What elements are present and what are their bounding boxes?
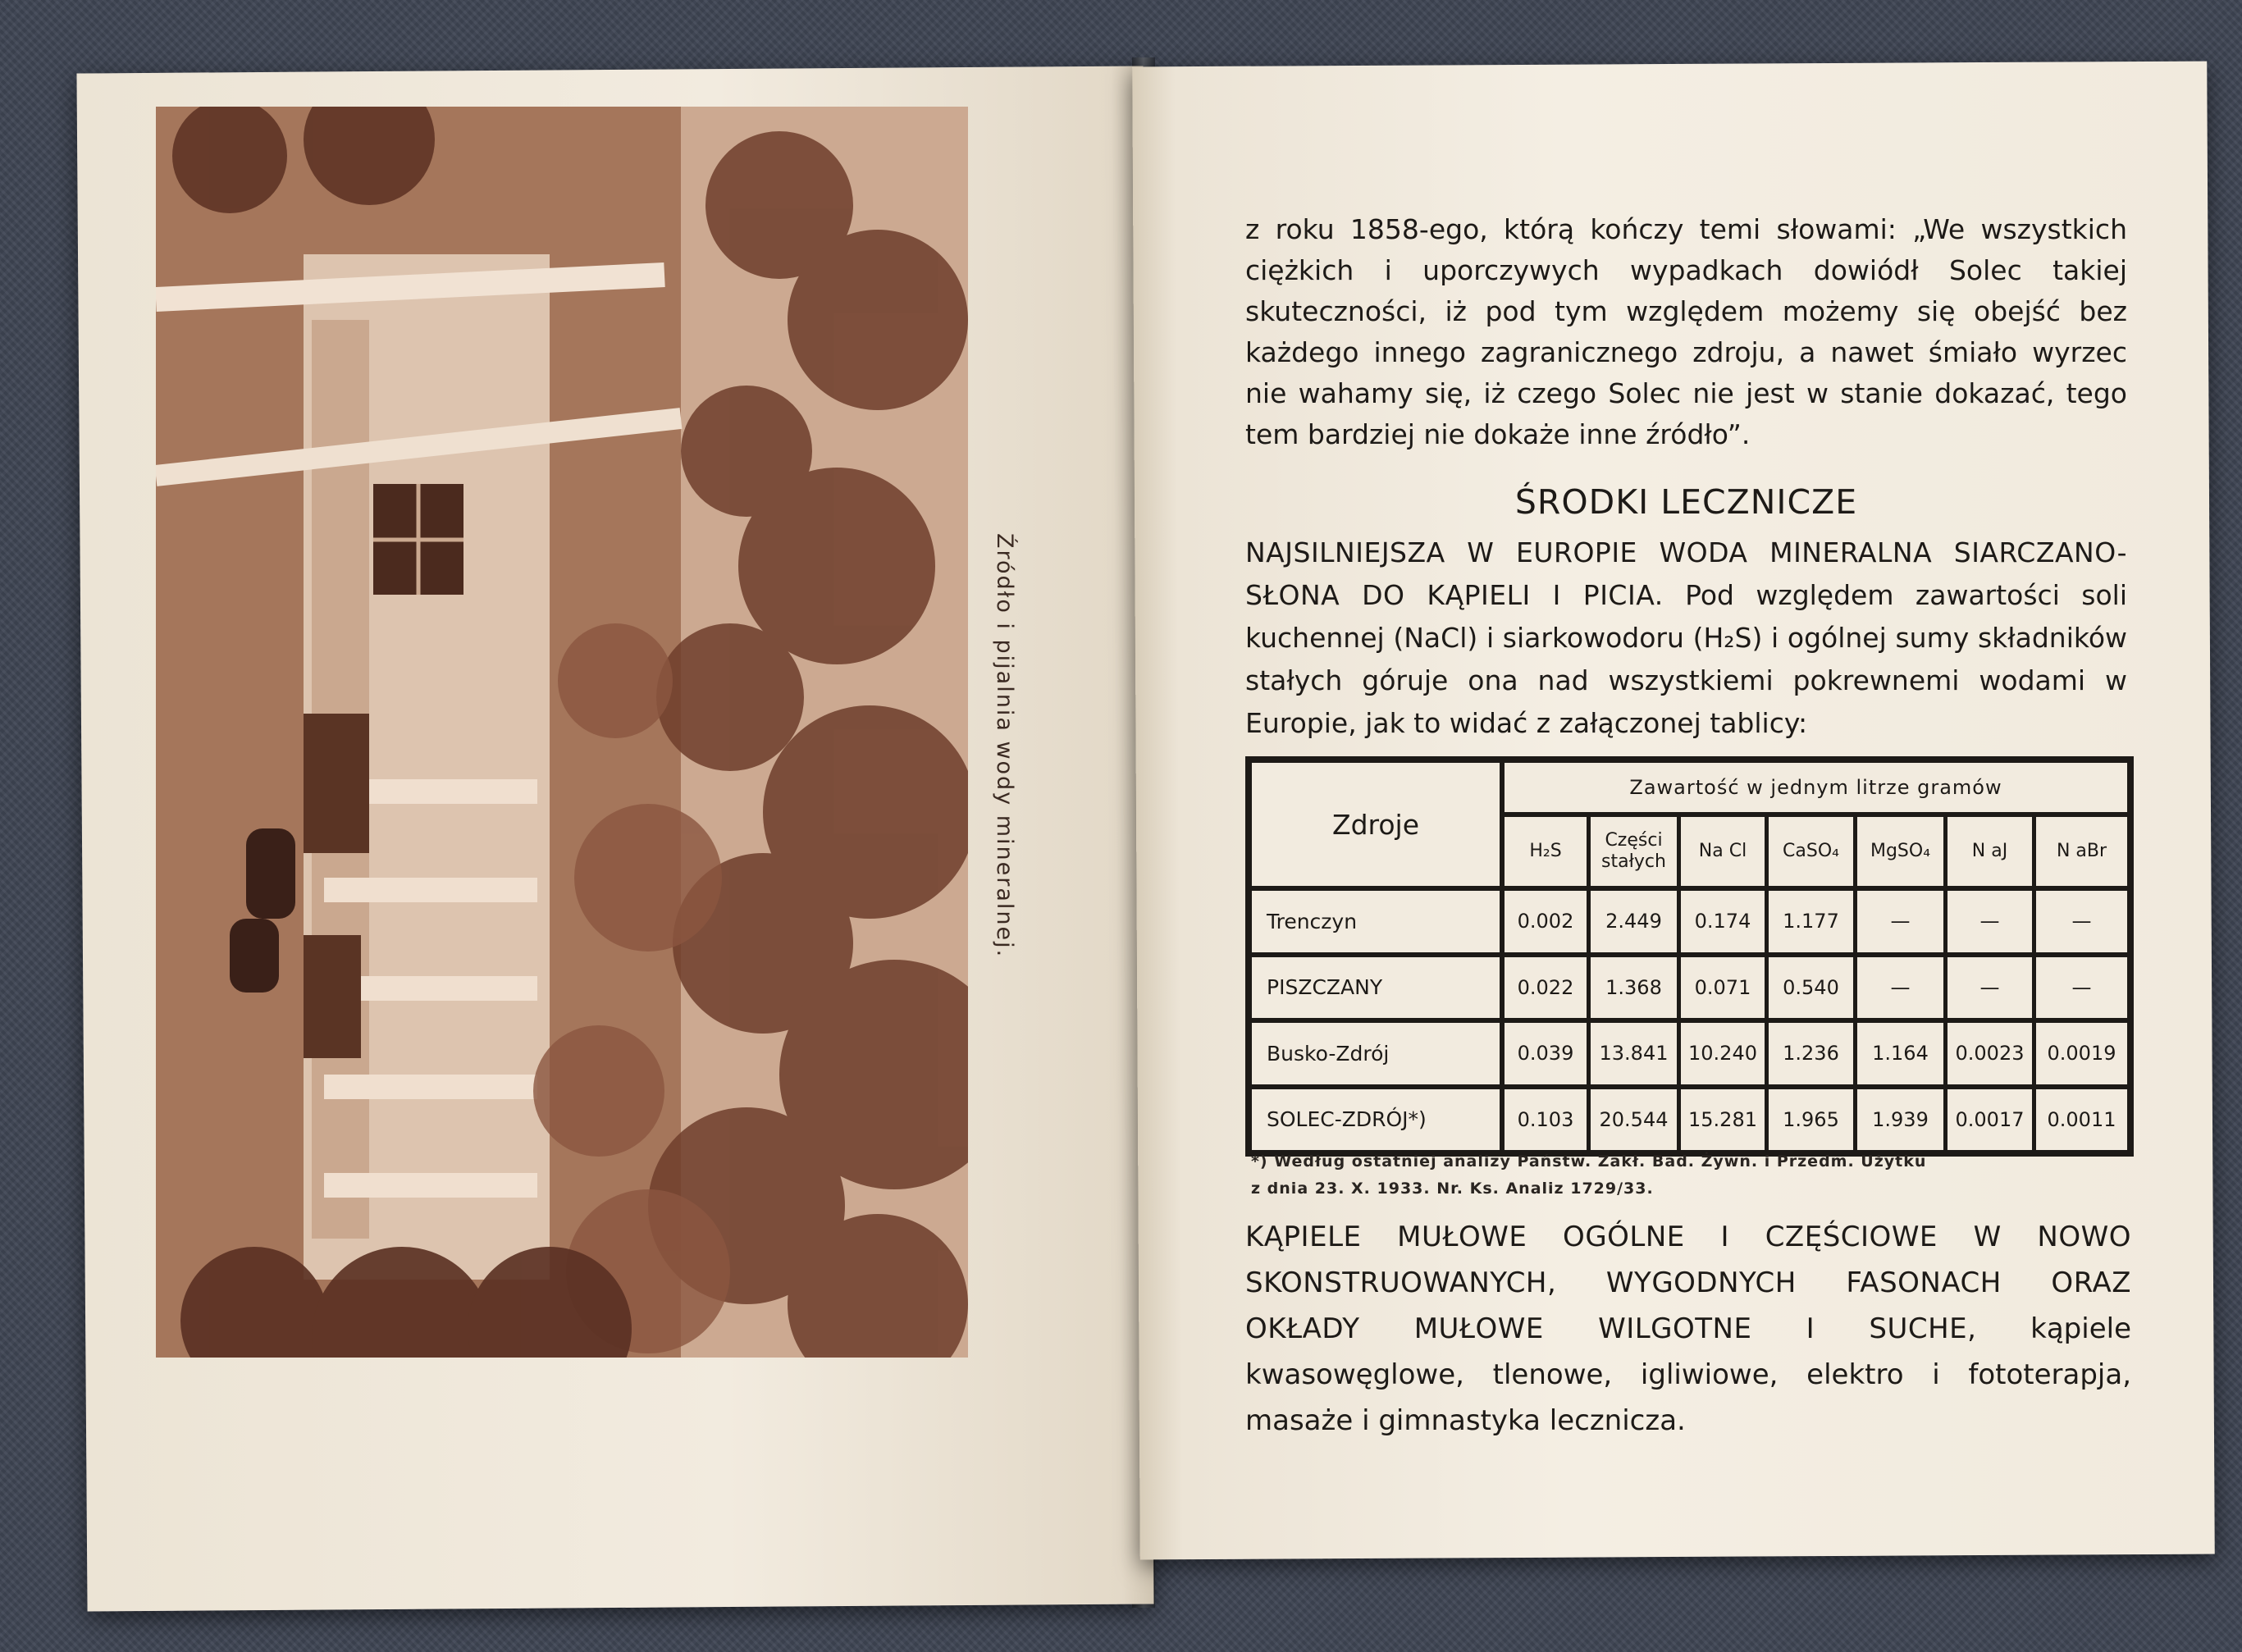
table-group-header: Zawartość w jednym litrze gramów (1505, 763, 2127, 812)
table-cell: — (2036, 891, 2127, 952)
table-row (1505, 957, 2127, 1019)
table-cell: 0.0019 (2036, 1023, 2127, 1084)
table-cell: 2.449 (1591, 891, 1677, 952)
treatments-caps: KĄPIELE MUŁOWE OGÓLNE I CZĘŚCIOWE W NOWO SKONSTRUOWANYCH, WYGODNYCH FASONACH ORAZ OKŁADY MUŁOWE WILGOTNE I SUCHE, (1245, 1221, 2131, 1345)
table-cell: 0.039 (1505, 1023, 1587, 1084)
table-row-names (1252, 763, 1500, 1150)
column-header: N aBr (2036, 817, 2127, 886)
intro-text: z roku 1858-ego, którą kończy temi słowami: „We wszystkich ciężkich i uporczywych wypadkach dowiódł Solec takiej skuteczności, iż pod tym względem możemy się obejść bez każdego innego zagranicznego zdroju, a nawet śmiało wyrzec nie wahamy się, iż czego Solec nie jest w stanie dokazać, tego tem bardziej nie dokaże inne źródło”. (1245, 213, 2127, 450)
table-cell: 0.0011 (2036, 1089, 2127, 1151)
table-cell: — (1857, 891, 1943, 952)
table-cell: 0.174 (1681, 891, 1765, 952)
table-row (1505, 891, 2127, 952)
column-header: MgSO₄ (1857, 817, 1943, 886)
table-footnote (1251, 1148, 2129, 1202)
table-cell: — (1947, 891, 2032, 952)
table-row-name: SOLEC-ZDRÓJ*) (1252, 1089, 1500, 1151)
table-cell: 20.544 (1591, 1089, 1677, 1151)
table-cell: 1.177 (1769, 891, 1853, 952)
column-header: CaSO₄ (1769, 817, 1853, 886)
table-cell: 0.540 (1769, 957, 1853, 1019)
mineral-table (1245, 756, 2134, 1157)
treatments-text: kąpiele kwasowęglowe, tlenowe, igliwiowe, elektro i fototerapja, masaże i gimnastyka lecznicza. (1245, 1312, 2131, 1437)
table-cell: 1.236 (1769, 1023, 1853, 1084)
water-caps: NAJSILNIEJSZA W EUROPIE WODA MINERALNA SIARCZANO-SŁONA DO KĄPIELI I PICIA. (1245, 536, 2127, 611)
footnote-line-2: z dnia 23. X. 1933. Nr. Ks. Analiz 1729/33. (1251, 1180, 1654, 1198)
photo-illustration (156, 107, 968, 1358)
table-cell: 15.281 (1681, 1089, 1765, 1151)
table-row-name: Busko-Zdrój (1252, 1023, 1500, 1084)
table-cell: 0.002 (1505, 891, 1587, 952)
table-row-name: Trenczyn (1252, 891, 1500, 952)
table-row (1505, 1089, 2127, 1151)
table-cell: 0.0023 (1947, 1023, 2032, 1084)
table-cell: 0.0017 (1947, 1089, 2032, 1151)
water-paragraph (1245, 532, 2127, 745)
table-cell: 0.022 (1505, 957, 1587, 1019)
section-heading: ŚRODKI LECZNICZE (1514, 482, 1858, 522)
water-text: Pod względem zawartości soli kuchennej (NaCl) i siarkowodoru (H₂S) i ogólnej sumy składników stałych góruje ona nad wszystkiemi pokrewnemi wodami w Europie, jak to widać z załączonej tablicy: (1245, 579, 2127, 739)
table-cell: 10.240 (1681, 1023, 1765, 1084)
table-cell: 1.164 (1857, 1023, 1943, 1084)
sepia-photograph (156, 107, 968, 1358)
table-cell: 1.939 (1857, 1089, 1943, 1151)
table-cell: — (1947, 957, 2032, 1019)
table-cell: 0.071 (1681, 957, 1765, 1019)
table-column-headers (1505, 817, 2127, 886)
footnote-line-1: *) Według ostatniej analizy Państw. Zakł. Bad. Żywn. i Przedm. Użytku (1251, 1152, 1927, 1171)
column-header: N aJ (1947, 817, 2032, 886)
table-cell: 0.103 (1505, 1089, 1587, 1151)
table-row (1505, 1023, 2127, 1084)
table-row-header: Zdroje (1252, 763, 1500, 886)
intro-paragraph (1245, 209, 2127, 455)
table-cell: 1.368 (1591, 957, 1677, 1019)
table-cell: 13.841 (1591, 1023, 1677, 1084)
photo-caption: Źródło i pijalnia wody mineralnej. (992, 533, 1017, 959)
table-cell: — (1857, 957, 1943, 1019)
table-values (1505, 763, 2127, 1150)
column-header: Części stałych (1591, 817, 1677, 886)
table-cell: — (2036, 957, 2127, 1019)
table-row-name: PISZCZANY (1252, 957, 1500, 1019)
treatments-paragraph (1245, 1214, 2131, 1444)
table-cell: 1.965 (1769, 1089, 1853, 1151)
column-header: H₂S (1505, 817, 1587, 886)
column-header: Na Cl (1681, 817, 1765, 886)
